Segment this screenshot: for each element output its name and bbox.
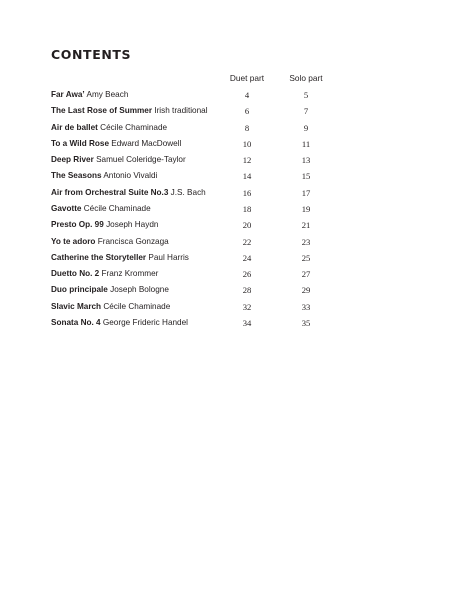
piece-title: Deep River: [51, 155, 94, 165]
duet-page-number: 18: [242, 203, 252, 214]
piece-title: Yo te adoro: [51, 236, 96, 246]
entry-title: [51, 236, 169, 248]
page-title: CONTENTS: [51, 47, 132, 62]
solo-page-number: 13: [301, 155, 311, 166]
composer-name: Antonio Vivaldi: [103, 171, 158, 181]
entry-title: [51, 138, 181, 150]
solo-page-number: 9: [303, 122, 309, 133]
entry-title: [51, 284, 169, 296]
composer-name: J.S. Bach: [170, 187, 206, 197]
composer-name: Paul Harris: [148, 252, 189, 262]
contents-entry: [0, 170, 450, 182]
contents-entry: [0, 105, 450, 117]
contents-entry: [0, 219, 450, 231]
solo-page-number: 29: [301, 285, 311, 296]
contents-entry: [0, 317, 450, 329]
entry-title: [51, 219, 158, 231]
entry-title: [51, 301, 170, 313]
entry-title: [51, 105, 208, 117]
duet-page-number: 8: [244, 122, 250, 133]
entry-title: [51, 317, 188, 329]
contents-entry: [0, 203, 450, 215]
composer-name: Cécile Chaminade: [83, 203, 151, 213]
composer-name: Joseph Haydn: [106, 220, 159, 230]
duet-page-number: 16: [242, 187, 252, 198]
solo-page-number: 35: [301, 317, 311, 328]
composer-name: Francisca Gonzaga: [97, 236, 169, 246]
duet-page-number: 4: [244, 90, 250, 100]
composer-name: Cécile Chaminade: [100, 122, 168, 132]
solo-page-number: 5: [303, 90, 309, 100]
entry-title: [51, 203, 151, 215]
entry-title: [51, 170, 157, 182]
contents-entry: [0, 252, 450, 264]
piece-title: Duetto No. 2: [51, 269, 100, 279]
solo-page-number: 15: [301, 171, 311, 182]
entry-title: [51, 187, 206, 199]
duet-part-column-header: Duet part: [229, 73, 265, 83]
solo-page-number: 17: [301, 187, 311, 198]
piece-title: The Last Rose of Summer: [51, 106, 153, 116]
duet-page-number: 22: [242, 236, 252, 247]
solo-page-number: 19: [301, 203, 311, 214]
piece-title: Presto Op. 99: [51, 220, 104, 230]
piece-title: The Seasons: [51, 171, 102, 181]
duet-page-number: 20: [242, 220, 252, 231]
piece-title: Air from Orchestral Suite No.3: [51, 187, 169, 197]
entry-title: [51, 122, 167, 134]
solo-page-number: 23: [301, 236, 311, 247]
contents-entry: [0, 138, 450, 150]
piece-title: Slavic March: [51, 301, 102, 311]
duet-page-number: 32: [242, 301, 252, 312]
duet-page-number: 24: [242, 252, 252, 263]
entry-title: [51, 268, 158, 280]
contents-entry: [0, 268, 450, 280]
piece-title: Catherine the Storyteller: [51, 252, 147, 262]
entry-title: [51, 252, 189, 264]
composer-name: Edward MacDowell: [111, 138, 182, 148]
contents-entry: [0, 89, 450, 101]
duet-page-number: 12: [242, 155, 252, 166]
contents-entry: [0, 284, 450, 296]
solo-part-column-header: Solo part: [289, 73, 323, 83]
composer-name: Cécile Chaminade: [103, 301, 171, 311]
composer-name: Franz Krommer: [101, 269, 159, 279]
duet-page-number: 14: [242, 171, 252, 182]
composer-name: Amy Beach: [86, 90, 129, 99]
solo-page-number: 7: [303, 106, 309, 117]
contents-entry: [0, 122, 450, 134]
duet-page-number: 26: [242, 269, 252, 280]
piece-title: Gavotte: [51, 203, 82, 213]
solo-page-number: 27: [301, 269, 311, 280]
composer-name: George Frideric Handel: [102, 317, 188, 327]
contents-entry: [0, 236, 450, 248]
contents-entry: [0, 301, 450, 313]
piece-title: Sonata No. 4: [51, 317, 101, 327]
duet-page-number: 10: [242, 138, 252, 149]
entry-title: [51, 89, 128, 101]
solo-page-number: 25: [301, 252, 311, 263]
piece-title: Duo principale: [51, 285, 108, 295]
piece-title: To a Wild Rose: [51, 138, 109, 148]
contents-entry: [0, 154, 450, 166]
solo-page-number: 21: [301, 220, 311, 231]
solo-page-number: 11: [301, 138, 311, 149]
composer-name: Joseph Bologne: [110, 285, 169, 295]
piece-title: Far Awa’: [51, 90, 85, 99]
composer-name: Irish traditional: [154, 106, 208, 116]
entry-title: [51, 154, 186, 166]
solo-page-number: 33: [301, 301, 311, 312]
duet-page-number: 34: [242, 317, 252, 328]
duet-page-number: 28: [242, 285, 252, 296]
duet-page-number: 6: [244, 106, 250, 117]
piece-title: Air de ballet: [51, 122, 98, 132]
contents-entry: [0, 187, 450, 199]
composer-name: Samuel Coleridge-Taylor: [96, 155, 186, 165]
